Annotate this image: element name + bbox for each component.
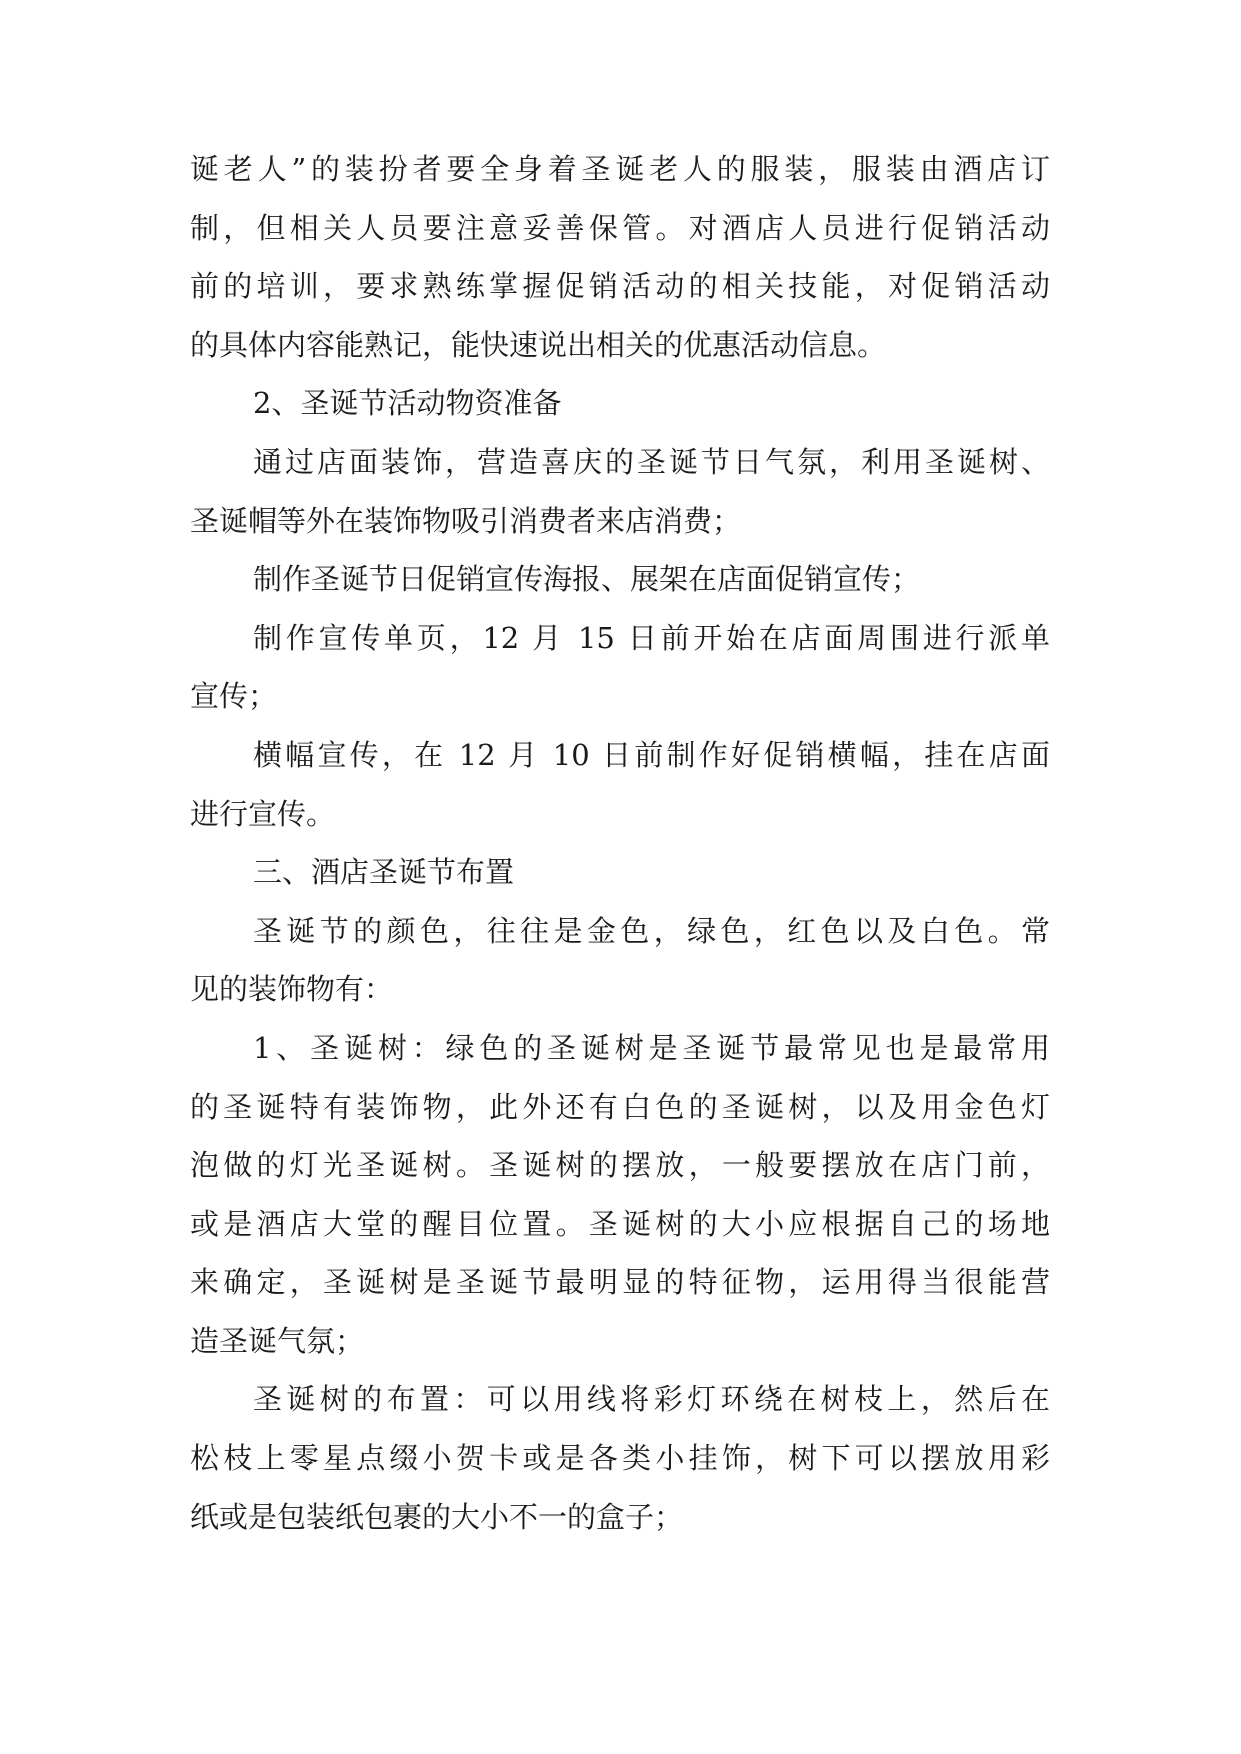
- text-line: 宣传；: [190, 679, 278, 714]
- text-line: 或是酒店大堂的醒目位置。圣诞树的大小应根据自己的场地: [190, 1206, 1050, 1241]
- text-line: 泡做的灯光圣诞树。圣诞树的摆放，一般要摆放在店门前，: [190, 1148, 1050, 1183]
- text-line: 前的培训，要求熟练掌握促销活动的相关技能，对促销活动: [190, 269, 1050, 304]
- text-line: 纸或是包装纸包裹的大小不一的盒子；: [190, 1499, 684, 1534]
- text-line: 进行宣传。: [190, 796, 336, 831]
- text-line: 1、圣诞树：绿色的圣诞树是圣诞节最常见也是最常用: [253, 1030, 1050, 1065]
- text-line: 制，但相关人员要注意妥善保管。对酒店人员进行促销活动: [190, 210, 1050, 245]
- text-line: 制作圣诞节日促销宣传海报、展架在店面促销宣传；: [253, 562, 921, 597]
- section-heading: 2、圣诞节活动物资准备: [253, 386, 562, 421]
- text-line: 横幅宣传，在 12 月 10 日前制作好促销横幅，挂在店面: [253, 737, 1050, 772]
- text-line: 圣诞帽等外在装饰物吸引消费者来店消费；: [190, 503, 742, 538]
- text-line: 诞老人”的装扮者要全身着圣诞老人的服装，服装由酒店订: [190, 152, 1050, 186]
- text-line: 来确定，圣诞树是圣诞节最明显的特征物，运用得当很能营: [190, 1265, 1050, 1300]
- section-heading: 三、酒店圣诞节布置: [253, 855, 515, 890]
- text-line: 制作宣传单页，12 月 15 日前开始在店面周围进行派单: [253, 620, 1050, 655]
- text-line: 的具体内容能熟记，能快速说出相关的优惠活动信息。: [190, 327, 887, 362]
- text-line: 造圣诞气氛；: [190, 1323, 365, 1358]
- text-line: 的圣诞特有装饰物，此外还有白色的圣诞树，以及用金色灯: [190, 1089, 1050, 1124]
- text-line: 松枝上零星点缀小贺卡或是各类小挂饰，树下可以摆放用彩: [190, 1441, 1050, 1476]
- text-line: 通过店面装饰，营造喜庆的圣诞节日气氛，利用圣诞树、: [253, 444, 1050, 479]
- text-line: 见的装饰物有：: [190, 972, 394, 1007]
- text-line: 圣诞树的布置：可以用线将彩灯环绕在树枝上，然后在: [253, 1382, 1050, 1417]
- text-line: 圣诞节的颜色，往往是金色，绿色，红色以及白色。常: [253, 913, 1050, 948]
- document-body: [190, 140, 1050, 1546]
